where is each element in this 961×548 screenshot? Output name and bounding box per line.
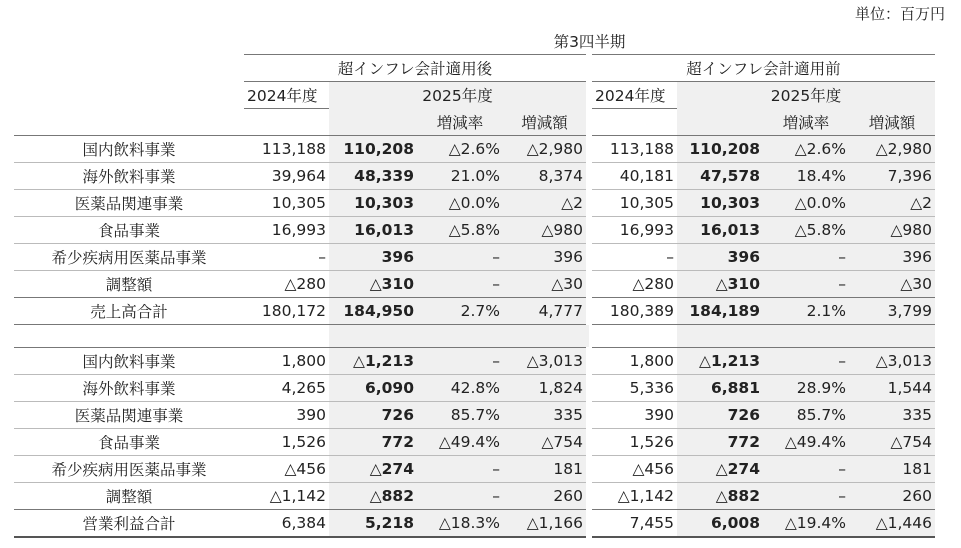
value-change-rate: △2.6%: [763, 136, 849, 163]
value-change-amount: 4,777: [503, 298, 589, 325]
value-prev-year: 4,265: [244, 375, 329, 402]
value-change-rate: △5.8%: [763, 217, 849, 244]
value-curr-year: △1,213: [677, 348, 763, 375]
table-row: [14, 375, 935, 402]
value-change-amount: 396: [503, 244, 589, 271]
value-curr-year: 16,013: [677, 217, 763, 244]
value-change-amount: 260: [503, 483, 589, 510]
value-curr-year: △1,213: [329, 348, 417, 375]
value-change-rate: –: [763, 244, 849, 271]
value-change-amount: △30: [849, 271, 935, 298]
table-row: [14, 429, 935, 456]
value-prev-year: 39,964: [244, 163, 329, 190]
year-curr-after: 2025年度: [329, 82, 589, 109]
value-curr-year: 48,339: [329, 163, 417, 190]
value-prev-year: 1,526: [244, 429, 329, 456]
value-prev-year: △1,142: [269, 487, 326, 505]
row-label: 食品事業: [14, 217, 244, 244]
segment-results-table: [14, 28, 935, 538]
value-change-amount: 260: [849, 483, 935, 510]
value-change-amount: △1,446: [849, 510, 935, 538]
value-change-rate: 2.7%: [417, 298, 503, 325]
value-change-amount: △1,166: [503, 510, 589, 538]
value-prev-year: 5,336: [589, 375, 677, 402]
value-change-rate: △0.0%: [417, 190, 503, 217]
value-prev-year: △456: [244, 456, 329, 483]
value-change-rate: –: [763, 483, 849, 510]
value-curr-year: 726: [677, 402, 763, 429]
value-change-amount: △3,013: [849, 348, 935, 375]
value-prev-year: 10,305: [589, 190, 677, 217]
rate-header-before: 増減率: [763, 109, 849, 136]
value-prev-year: 7,455: [589, 510, 677, 538]
value-prev-year: 113,188: [589, 136, 677, 163]
row-label: 国内飲料事業: [14, 136, 244, 163]
value-change-amount: △754: [503, 429, 589, 456]
value-change-rate: –: [417, 456, 503, 483]
value-change-rate: 42.8%: [417, 375, 503, 402]
value-change-rate: –: [417, 244, 503, 271]
table-row: [14, 136, 935, 163]
value-change-amount: △2: [503, 190, 589, 217]
value-curr-year: △310: [677, 271, 763, 298]
value-change-rate: 28.9%: [763, 375, 849, 402]
value-change-amount: △2,980: [849, 136, 935, 163]
row-label: 海外飲料事業: [14, 375, 244, 402]
row-label: 医薬品関連事業: [14, 402, 244, 429]
value-change-rate: 18.4%: [763, 163, 849, 190]
row-label: 希少疾病用医薬品事業: [14, 456, 244, 483]
value-change-amount: 181: [503, 456, 589, 483]
row-label: 国内飲料事業: [14, 348, 244, 375]
value-change-rate: △2.6%: [417, 136, 503, 163]
year-prev-after: 2024年度: [244, 82, 329, 109]
year-prev-before: 2024年度: [589, 82, 677, 109]
value-prev-year: 390: [589, 402, 677, 429]
table-row: [14, 510, 935, 538]
value-curr-year: 5,218: [329, 510, 417, 538]
value-curr-year: 110,208: [677, 136, 763, 163]
value-change-rate: –: [417, 271, 503, 298]
table-row: [14, 163, 935, 190]
value-change-rate: 2.1%: [763, 298, 849, 325]
row-label: 売上高合計: [14, 298, 244, 325]
value-prev-year: △280: [284, 275, 326, 293]
value-change-rate: △18.3%: [417, 510, 503, 538]
value-change-amount: △2: [849, 190, 935, 217]
value-change-rate: –: [763, 271, 849, 298]
year-curr-before: 2025年度: [677, 82, 935, 109]
group-header-after: 超インフレ会計適用後: [244, 55, 589, 82]
value-prev-year: 10,305: [244, 190, 329, 217]
value-change-amount: 1,544: [849, 375, 935, 402]
table-row: [14, 271, 935, 298]
value-change-amount: 8,374: [503, 163, 589, 190]
value-curr-year: 110,208: [329, 136, 417, 163]
value-curr-year: △882: [677, 483, 763, 510]
value-prev-year: 16,993: [244, 217, 329, 244]
table-row: [14, 244, 935, 271]
value-prev-year: 1,800: [589, 348, 677, 375]
value-curr-year: 47,578: [677, 163, 763, 190]
value-change-rate: 21.0%: [417, 163, 503, 190]
value-curr-year: △274: [677, 456, 763, 483]
value-change-rate: △49.4%: [763, 429, 849, 456]
value-curr-year: 184,189: [677, 298, 763, 325]
value-prev-year: 113,188: [244, 136, 329, 163]
value-curr-year: 772: [677, 429, 763, 456]
value-curr-year: △882: [329, 483, 417, 510]
value-prev-year: –: [244, 244, 329, 271]
value-curr-year: 396: [329, 244, 417, 271]
value-curr-year: 6,090: [329, 375, 417, 402]
table-row: [14, 483, 935, 510]
table-row: [14, 190, 935, 217]
value-change-amount: △754: [849, 429, 935, 456]
row-label: 医薬品関連事業: [14, 190, 244, 217]
value-change-rate: –: [763, 348, 849, 375]
value-prev-year: △280: [632, 275, 674, 293]
value-prev-year: △456: [589, 456, 677, 483]
value-curr-year: 772: [329, 429, 417, 456]
value-change-rate: 85.7%: [417, 402, 503, 429]
value-curr-year: △310: [329, 271, 417, 298]
period-header: 第3四半期: [244, 28, 935, 55]
row-label: 調整額: [105, 488, 153, 506]
value-change-rate: △5.8%: [417, 217, 503, 244]
value-prev-year: 40,181: [589, 163, 677, 190]
table-row: [14, 348, 935, 375]
value-curr-year: 726: [329, 402, 417, 429]
value-change-amount: △3,013: [503, 348, 589, 375]
value-prev-year: 180,172: [244, 298, 329, 325]
value-curr-year: 396: [677, 244, 763, 271]
unit-label: 単位：百万円: [854, 5, 945, 23]
value-prev-year: –: [589, 244, 677, 271]
value-change-rate: △0.0%: [763, 190, 849, 217]
value-change-amount: 335: [849, 402, 935, 429]
value-curr-year: 10,303: [677, 190, 763, 217]
spacer-row: [14, 325, 935, 348]
value-curr-year: 184,950: [329, 298, 417, 325]
rate-header-after: 増減率: [417, 109, 503, 136]
value-change-rate: △19.4%: [763, 510, 849, 538]
table-row: [14, 402, 935, 429]
value-curr-year: 10,303: [329, 190, 417, 217]
value-prev-year: 1,526: [589, 429, 677, 456]
value-curr-year: △274: [329, 456, 417, 483]
value-change-amount: 181: [849, 456, 935, 483]
value-change-amount: 335: [503, 402, 589, 429]
value-change-amount: △980: [849, 217, 935, 244]
row-label: 海外飲料事業: [14, 163, 244, 190]
row-label: 調整額: [105, 276, 153, 294]
value-change-rate: –: [417, 348, 503, 375]
table-row: [14, 456, 935, 483]
value-change-rate: △49.4%: [417, 429, 503, 456]
row-label: 食品事業: [14, 429, 244, 456]
value-change-amount: 1,824: [503, 375, 589, 402]
table-row: [14, 298, 935, 325]
value-change-amount: △2,980: [503, 136, 589, 163]
value-prev-year: 16,993: [589, 217, 677, 244]
value-prev-year: 1,800: [244, 348, 329, 375]
diff-header-after: 増減額: [503, 109, 589, 136]
value-change-amount: △980: [503, 217, 589, 244]
value-change-amount: 7,396: [849, 163, 935, 190]
value-change-rate: 85.7%: [763, 402, 849, 429]
group-header-before: 超インフレ会計適用前: [589, 55, 935, 82]
value-change-amount: △30: [503, 271, 589, 298]
table-row: [14, 217, 935, 244]
value-change-amount: 396: [849, 244, 935, 271]
diff-header-before: 増減額: [849, 109, 935, 136]
value-change-amount: 3,799: [849, 298, 935, 325]
value-prev-year: 390: [244, 402, 329, 429]
row-label: 希少疾病用医薬品事業: [14, 244, 244, 271]
value-curr-year: 6,881: [677, 375, 763, 402]
value-change-rate: –: [417, 483, 503, 510]
value-prev-year: △1,142: [617, 487, 674, 505]
value-prev-year: 6,384: [244, 510, 329, 538]
value-change-rate: –: [763, 456, 849, 483]
row-label: 営業利益合計: [14, 510, 244, 538]
value-curr-year: 16,013: [329, 217, 417, 244]
value-prev-year: 180,389: [589, 298, 677, 325]
value-curr-year: 6,008: [677, 510, 763, 538]
